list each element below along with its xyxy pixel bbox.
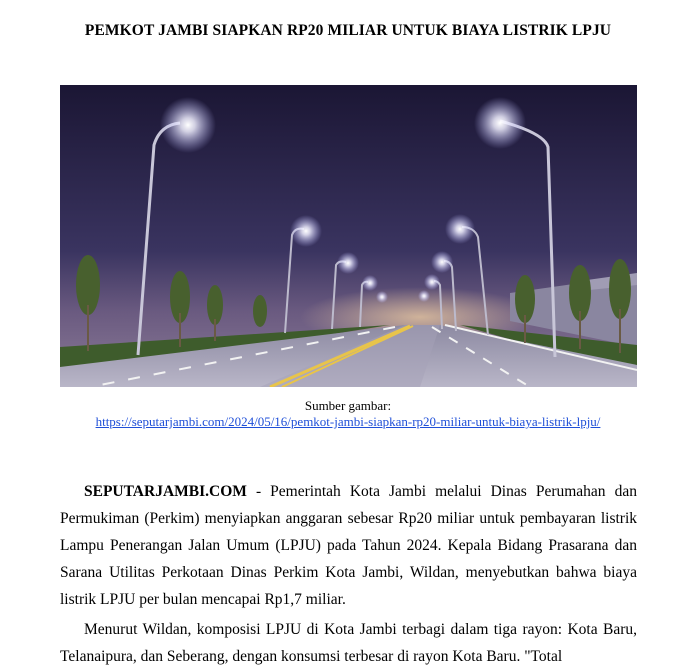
article-photo [60,85,637,387]
lead-source: SEPUTARJAMBI.COM [84,483,247,500]
article-body [60,478,637,670]
street-lights-illustration [60,85,637,387]
caption-source-link[interactable]: https://seputarjambi.com/2024/05/16/pemkot-jambi-siapkan-rp20-miliar-untuk-biaya-listrik-lpju/ [95,414,601,429]
image-caption [0,398,696,430]
paragraph-1-text: - Pemerintah Kota Jambi melalui Dinas Perumahan dan Permukiman (Perkim) menyiapkan anggaran sebesar Rp20 miliar untuk pembayaran listrik Lampu Penerangan Jalan Umum (LPJU) pada Tahun 2024. Kepala Bidang Prasarana dan Sarana Utilitas Perkotaan Dinas Perkim Kota Jambi, Wildan, menyebutkan bahwa biaya listrik LPJU per bulan mencapai Rp1,7 miliar. [60,483,637,608]
article-title: PEMKOT JAMBI SIAPKAN RP20 MILIAR UNTUK BIAYA LISTRIK LPJU [84,22,612,39]
paragraph-2: Menurut Wildan, komposisi LPJU di Kota Jambi terbagi dalam tiga rayon: Kota Baru, Telanaipura, dan Seberang, dengan konsumsi terbesar di rayon Kota Baru. "Total [60,621,637,665]
caption-label: Sumber gambar: [304,398,392,413]
paragraph-1 [60,478,637,613]
